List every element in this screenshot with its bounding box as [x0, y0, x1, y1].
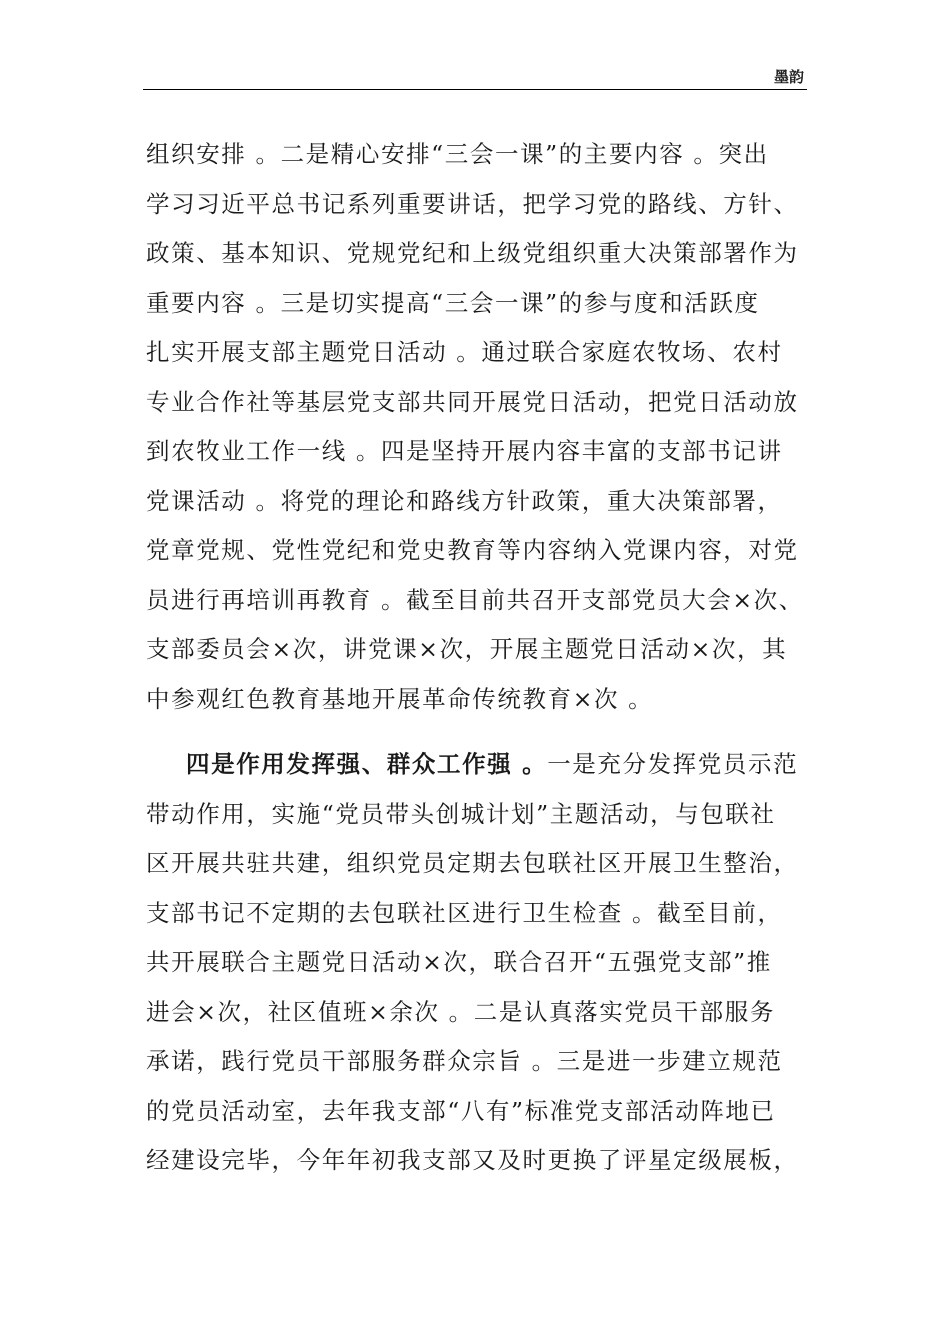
text-line: 党课活动 。将党的理论和路线方针政策，重大决策部署，: [146, 486, 783, 515]
text-line: 经建设完毕，今年年初我支部又及时更换了评星定级展板，: [146, 1146, 799, 1174]
text-line: 带动作用，实施“党员带头创城计划”主题活动，与包联社: [146, 799, 776, 828]
text-line: 共开展联合主题党日活动×次，联合召开“五强党支部”推: [146, 948, 772, 976]
text-line: 学习习近平总书记系列重要讲话，把学习党的路线、方针、: [146, 189, 799, 218]
paragraph-2: [146, 740, 810, 1186]
text-line: 区开展共驻共建，组织党员定期去包联社区开展卫生整治，: [146, 849, 799, 877]
text-line: 承诺，践行党员干部服务群众宗旨 。三是进一步建立规范: [146, 1047, 783, 1075]
text-line: 的党员活动室，去年我支部“八有”标准党支部活动阵地已: [146, 1096, 776, 1125]
text-line: 支部书记不定期的去包联社区进行卫生检查 。截至目前，: [146, 898, 783, 927]
text-line: 扎实开展支部主题党日活动 。通过联合家庭农牧场、农村: [146, 338, 783, 366]
header-divider: [143, 89, 807, 90]
text-line: 中参观红色教育基地开展革命传统教育×次 。: [146, 684, 654, 713]
text-line: 党章党规、党性党纪和党史教育等内容纳入党课内容，对党: [146, 536, 799, 564]
text-line: 到农牧业工作一线 。四是坚持开展内容丰富的支部书记讲: [146, 437, 783, 465]
paragraph-spacer: [146, 724, 810, 740]
text-line: 政策、基本知识、党规党纪和上级党组织重大决策部署作为: [146, 239, 799, 267]
text-line: 进会×次，社区值班×余次 。二是认真落实党员干部服务: [146, 997, 775, 1026]
text-line: 支部委员会×次，讲党课×次，开展主题党日活动×次，其: [146, 635, 788, 663]
heading-continuation: 一是充分发挥党员示范: [547, 750, 799, 778]
section-heading: 四是作用发挥强、群众工作强 。: [186, 750, 548, 778]
paragraph-2-first-line: [146, 740, 810, 790]
text-line: 专业合作社等基层党支部共同开展党日活动，把党日活动放: [146, 387, 799, 416]
document-body: [146, 130, 810, 1186]
text-line: 重要内容 。三是切实提高“三会一课”的参与度和活跃度: [146, 288, 760, 317]
header-label: 墨韵: [773, 68, 804, 86]
text-line: 组织安排 。二是精心安排“三会一课”的主要内容 。突出: [146, 140, 769, 168]
paragraph-1: [146, 130, 810, 724]
text-line: 员进行再培训再教育 。截至目前共召开支部党员大会×次、: [146, 585, 804, 614]
